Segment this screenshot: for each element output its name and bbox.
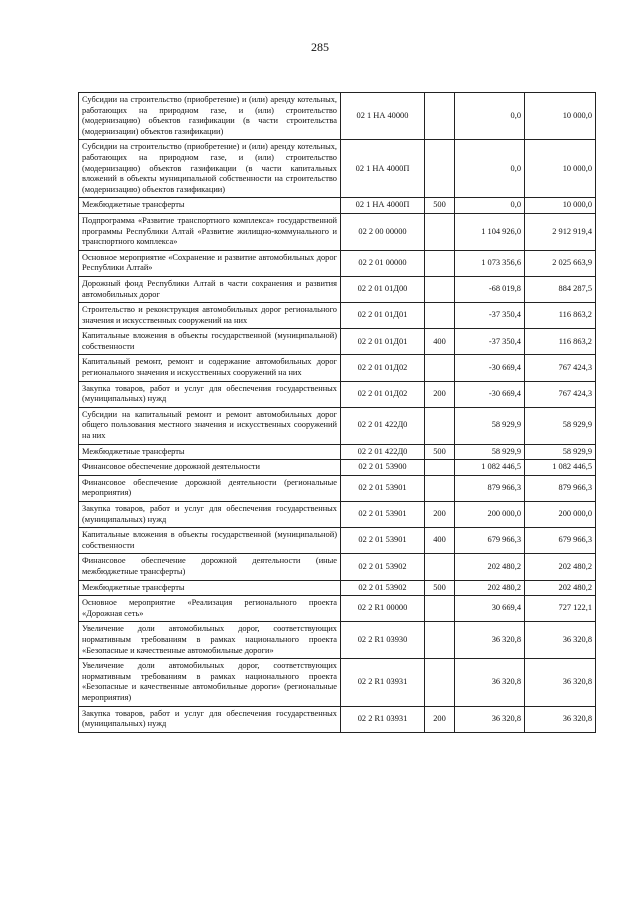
amount-total-cell: 727 122,1 [525, 596, 596, 622]
target-code-cell: 02 2 01 01Д01 [341, 329, 425, 355]
amount-change-cell: 200 000,0 [455, 502, 525, 528]
amount-change-cell: 0,0 [455, 93, 525, 140]
target-code-cell: 02 1 НА 4000П [341, 140, 425, 198]
expense-type-cell [425, 250, 455, 276]
target-code-cell: 02 2 01 01Д02 [341, 355, 425, 381]
item-name-cell: Увеличение доли автомобильных дорог, соответствующих нормативным требованиям в рамках национального проекта «Безопасные и качественные автомобильные дороги» (региональные мероприятия) [79, 659, 341, 706]
target-code-cell: 02 2 01 53902 [341, 554, 425, 580]
amount-total-cell: 36 320,8 [525, 706, 596, 732]
target-code-cell: 02 2 01 422Д0 [341, 444, 425, 460]
table-row [79, 622, 596, 659]
table-row [79, 329, 596, 355]
expense-type-cell [425, 622, 455, 659]
page-number: 285 [311, 40, 329, 54]
budget-table [78, 92, 596, 733]
amount-change-cell: -30 669,4 [455, 355, 525, 381]
table-row [79, 502, 596, 528]
target-code-cell: 02 2 00 00000 [341, 213, 425, 250]
item-name-cell: Дорожный фонд Республики Алтай в части сохранения и развития автомобильных дорог [79, 276, 341, 302]
amount-change-cell: 0,0 [455, 198, 525, 214]
item-name-cell: Закупка товаров, работ и услуг для обеспечения государственных (муниципальных) нужд [79, 381, 341, 407]
amount-total-cell: 2 025 663,9 [525, 250, 596, 276]
amount-change-cell: 30 669,4 [455, 596, 525, 622]
target-code-cell: 02 2 01 00000 [341, 250, 425, 276]
table-row [79, 706, 596, 732]
table-row [79, 475, 596, 501]
expense-type-cell [425, 460, 455, 476]
table-row [79, 355, 596, 381]
item-name-cell: Строительство и реконструкция автомобильных дорог регионального значения и искусственных сооружений на них [79, 303, 341, 329]
amount-total-cell: 36 320,8 [525, 622, 596, 659]
expense-type-cell: 200 [425, 706, 455, 732]
table-row [79, 580, 596, 596]
amount-total-cell: 884 287,5 [525, 276, 596, 302]
item-name-cell: Подпрограмма «Развитие транспортного комплекса» государственной программы Республики Алтай «Развитие жилищно-коммунального и транспортного комплекса» [79, 213, 341, 250]
item-name-cell: Финансовое обеспечение дорожной деятельности [79, 460, 341, 476]
expense-type-cell [425, 554, 455, 580]
target-code-cell: 02 2 01 01Д00 [341, 276, 425, 302]
budget-table-body [79, 93, 596, 733]
expense-type-cell [425, 596, 455, 622]
target-code-cell: 02 2 01 53900 [341, 460, 425, 476]
target-code-cell: 02 2 01 53902 [341, 580, 425, 596]
target-code-cell: 02 2 01 53901 [341, 502, 425, 528]
expense-type-cell [425, 303, 455, 329]
table-row [79, 460, 596, 476]
target-code-cell: 02 2 01 53901 [341, 475, 425, 501]
amount-total-cell: 767 424,3 [525, 381, 596, 407]
target-code-cell: 02 2 R1 00000 [341, 596, 425, 622]
table-row [79, 213, 596, 250]
amount-total-cell: 58 929,9 [525, 444, 596, 460]
expense-type-cell [425, 276, 455, 302]
table-row [79, 659, 596, 706]
amount-change-cell: 202 480,2 [455, 580, 525, 596]
target-code-cell: 02 2 01 422Д0 [341, 407, 425, 444]
amount-total-cell: 58 929,9 [525, 407, 596, 444]
item-name-cell: Субсидии на строительство (приобретение) и (или) аренду котельных, работающих на природном газе, и (или) строительство (модернизацию) объектов газификации (в части строительства (модернизации) объектов газификации) [79, 93, 341, 140]
amount-total-cell: 1 082 446,5 [525, 460, 596, 476]
expense-type-cell: 400 [425, 329, 455, 355]
amount-total-cell: 202 480,2 [525, 580, 596, 596]
item-name-cell: Межбюджетные трансферты [79, 444, 341, 460]
item-name-cell: Субсидии на капитальный ремонт и ремонт автомобильных дорог общего пользования местного значения и искусственных сооружений на них [79, 407, 341, 444]
expense-type-cell: 500 [425, 198, 455, 214]
expense-type-cell [425, 213, 455, 250]
table-row [79, 407, 596, 444]
amount-change-cell: 679 966,3 [455, 528, 525, 554]
expense-type-cell: 400 [425, 528, 455, 554]
amount-change-cell: -37 350,4 [455, 329, 525, 355]
amount-change-cell: 879 966,3 [455, 475, 525, 501]
table-row [79, 381, 596, 407]
expense-type-cell: 200 [425, 381, 455, 407]
item-name-cell: Межбюджетные трансферты [79, 580, 341, 596]
amount-total-cell: 10 000,0 [525, 93, 596, 140]
item-name-cell: Основное мероприятие «Реализация регионального проекта «Дорожная сеть» [79, 596, 341, 622]
target-code-cell: 02 2 R1 03930 [341, 622, 425, 659]
amount-change-cell: 0,0 [455, 140, 525, 198]
table-row [79, 554, 596, 580]
expense-type-cell [425, 93, 455, 140]
item-name-cell: Финансовое обеспечение дорожной деятельности (региональные мероприятия) [79, 475, 341, 501]
amount-total-cell: 10 000,0 [525, 140, 596, 198]
table-row [79, 528, 596, 554]
amount-change-cell: 58 929,9 [455, 444, 525, 460]
target-code-cell: 02 2 01 53901 [341, 528, 425, 554]
table-row [79, 276, 596, 302]
target-code-cell: 02 1 НА 40000 [341, 93, 425, 140]
table-row [79, 93, 596, 140]
amount-total-cell: 679 966,3 [525, 528, 596, 554]
amount-change-cell: 1 104 926,0 [455, 213, 525, 250]
amount-change-cell: 1 073 356,6 [455, 250, 525, 276]
item-name-cell: Финансовое обеспечение дорожной деятельности (иные межбюджетные трансферты) [79, 554, 341, 580]
target-code-cell: 02 2 R1 03931 [341, 706, 425, 732]
amount-total-cell: 202 480,2 [525, 554, 596, 580]
expense-type-cell [425, 475, 455, 501]
expense-type-cell [425, 659, 455, 706]
item-name-cell: Увеличение доли автомобильных дорог, соответствующих нормативным требованиям в рамках национального проекта «Безопасные и качественные автомобильные дороги» [79, 622, 341, 659]
amount-change-cell: -30 669,4 [455, 381, 525, 407]
item-name-cell: Закупка товаров, работ и услуг для обеспечения государственных (муниципальных) нужд [79, 706, 341, 732]
amount-change-cell: 202 480,2 [455, 554, 525, 580]
amount-total-cell: 767 424,3 [525, 355, 596, 381]
expense-type-cell: 500 [425, 580, 455, 596]
item-name-cell: Капитальный ремонт, ремонт и содержание автомобильных дорог регионального значения и искусственных сооружений на них [79, 355, 341, 381]
amount-total-cell: 116 863,2 [525, 329, 596, 355]
amount-change-cell: 36 320,8 [455, 659, 525, 706]
expense-type-cell [425, 407, 455, 444]
amount-change-cell: -37 350,4 [455, 303, 525, 329]
amount-total-cell: 10 000,0 [525, 198, 596, 214]
amount-change-cell: 58 929,9 [455, 407, 525, 444]
table-row [79, 444, 596, 460]
table-row [79, 303, 596, 329]
expense-type-cell: 500 [425, 444, 455, 460]
amount-total-cell: 116 863,2 [525, 303, 596, 329]
amount-total-cell: 200 000,0 [525, 502, 596, 528]
target-code-cell: 02 1 НА 4000П [341, 198, 425, 214]
amount-total-cell: 2 912 919,4 [525, 213, 596, 250]
table-row [79, 250, 596, 276]
item-name-cell: Межбюджетные трансферты [79, 198, 341, 214]
expense-type-cell [425, 140, 455, 198]
table-row [79, 596, 596, 622]
amount-change-cell: -68 019,8 [455, 276, 525, 302]
table-row [79, 140, 596, 198]
item-name-cell: Субсидии на строительство (приобретение) и (или) аренду котельных, работающих на природном газе, и (или) строительство (модернизацию) объектов газификации (в части капитальных вложений в объекты муниципальной собственности на строительство (модернизацию) объектов газификации) [79, 140, 341, 198]
target-code-cell: 02 2 R1 03931 [341, 659, 425, 706]
target-code-cell: 02 2 01 01Д02 [341, 381, 425, 407]
item-name-cell: Основное мероприятие «Сохранение и развитие автомобильных дорог Республики Алтай» [79, 250, 341, 276]
amount-change-cell: 36 320,8 [455, 706, 525, 732]
table-row [79, 198, 596, 214]
amount-total-cell: 879 966,3 [525, 475, 596, 501]
expense-type-cell: 200 [425, 502, 455, 528]
amount-change-cell: 1 082 446,5 [455, 460, 525, 476]
target-code-cell: 02 2 01 01Д01 [341, 303, 425, 329]
item-name-cell: Капитальные вложения в объекты государственной (муниципальной) собственности [79, 528, 341, 554]
amount-change-cell: 36 320,8 [455, 622, 525, 659]
amount-total-cell: 36 320,8 [525, 659, 596, 706]
item-name-cell: Закупка товаров, работ и услуг для обеспечения государственных (муниципальных) нужд [79, 502, 341, 528]
item-name-cell: Капитальные вложения в объекты государственной (муниципальной) собственности [79, 329, 341, 355]
expense-type-cell [425, 355, 455, 381]
